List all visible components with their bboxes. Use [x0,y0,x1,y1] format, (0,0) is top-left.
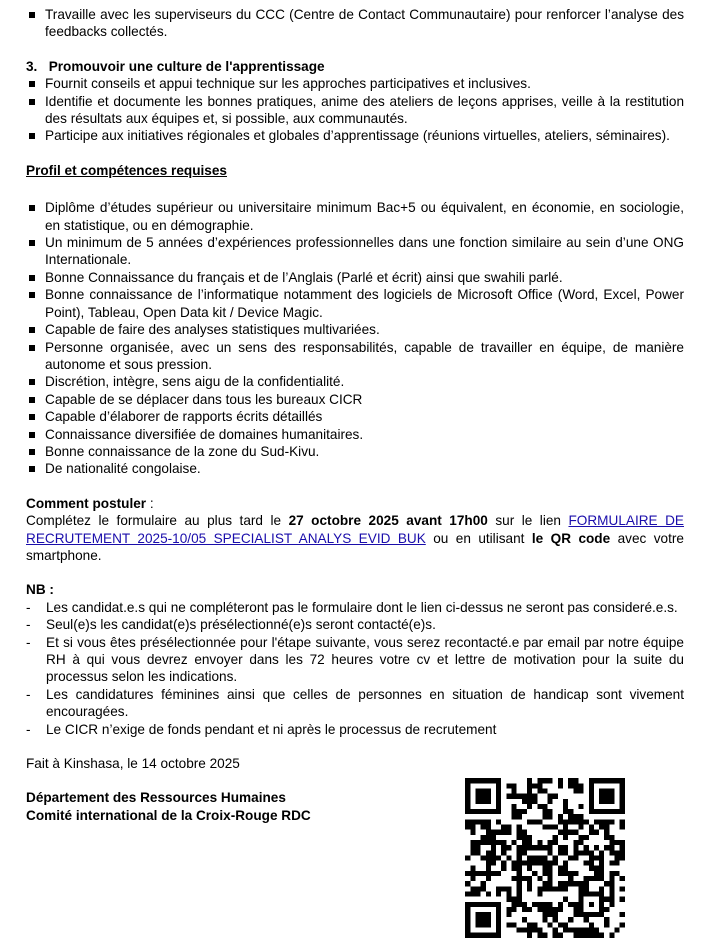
list-item: Capable d’élaborer de rapports écrits détaillés [26,408,684,425]
section3-number: 3. [26,58,38,74]
section3-heading [26,58,684,75]
apply-text-2: sur le lien [487,513,569,529]
department-name: Département des Ressources Humaines [26,790,286,806]
profile-list [26,199,684,478]
list-item: Un minimum de 5 années d’expériences professionnelles dans une fonction similaire au sein d’une ONG Internationale. [26,234,684,269]
list-item: - Seul(e)s les candidat(e)s présélectionné(e)s seront contacté(e)s. [26,616,684,633]
section2-tail-list [26,6,684,41]
list-item: Travaille avec les superviseurs du CCC (Centre de Contact Communautaire) pour renforcer l’analyse des feedbacks collectés. [26,6,684,41]
apply-paragraph [26,512,684,564]
apply-heading [26,495,684,512]
apply-text-4: avec votre smartphone. [26,530,684,563]
apply-text-1: Complétez le formulaire au plus tard le [26,513,289,529]
list-item: Bonne Connaissance du français et de l’Anglais (Parlé et écrit) ainsi que swahili parlé. [26,269,684,286]
list-item: Identifie et documente les bonnes pratiques, anime des ateliers de leçons apprises, veille à la restitution des résultats aux équipes et, si possible, aux communautés. [26,93,684,128]
document-page [26,6,684,824]
list-item: Fournit conseils et appui technique sur les approches participatives et inclusives. [26,75,684,92]
list-item: Bonne connaissance de l’informatique notamment des logiciels de Microsoft Office (Word, Excel, Power Point), Tableau, Open Data kit / Device Magic. [26,286,684,321]
list-item: De nationalité congolaise. [26,460,684,477]
section3-title: Promouvoir une culture de l'apprentissage [48,58,325,74]
apply-heading-text: Comment postuler [26,495,147,511]
list-item: - Les candidat.e.s qui ne compléteront pas le formulaire dont le lien ci-dessus ne seront pas consideré.e.s. [26,599,684,616]
list-item: Connaissance diversifiée de domaines humanitaires. [26,426,684,443]
section3-list [26,75,684,145]
organization-name: Comité international de la Croix-Rouge RDC [26,807,311,823]
list-item: Bonne connaissance de la zone du Sud-Kivu. [26,443,684,460]
list-item: Diplôme d’études supérieur ou universitaire minimum Bac+5 ou équivalent, en économie, en sociologie, en statistique, ou en démographie. [26,199,684,234]
list-item: Discrétion, intègre, sens aigu de la confidentialité. [26,373,684,390]
apply-qr-label: le QR code [531,530,611,546]
apply-deadline: 27 octobre 2025 avant 17h00 [288,513,488,529]
apply-heading-colon: : [146,495,154,511]
apply-text-3: ou en utilisant [425,530,532,546]
nb-heading: NB : [26,582,54,598]
list-item: - Les candidatures féminines ainsi que celles de personnes en situation de handicap sont vivement encouragées. [26,686,684,721]
list-item: Personne organisée, avec un sens des responsabilités, capable de travailler en équipe, de manière autonome et sous pression. [26,339,684,374]
profile-heading: Profil et compétences requises [26,162,227,178]
place-date: Fait à Kinshasa, le 14 octobre 2025 [26,756,240,772]
list-item: - Le CICR n’exige de fonds pendant et ni après le processus de recrutement [26,721,684,738]
list-item: Capable de faire des analyses statistiques multivariées. [26,321,684,338]
nb-list [26,599,684,738]
application-form-link[interactable]: FORMULAIRE DE RECRUTEMENT 2025-10/05 SPECIALIST ANALYS EVID BUK [26,513,684,546]
list-item: - Et si vous êtes présélectionnée pour l'étape suivante, vous serez recontacté.e par email par notre équipe RH à qui vous devrez envoyer dans les 72 heures votre cv et lettre de motivation pour la suite du processus selon les indications. [26,634,684,686]
list-item: Participe aux initiatives régionales et globales d’apprentissage (réunions virtuelles, ateliers, séminaires). [26,127,684,144]
qr-code-icon[interactable] [460,773,630,943]
list-item: Capable de se déplacer dans tous les bureaux CICR [26,391,684,408]
